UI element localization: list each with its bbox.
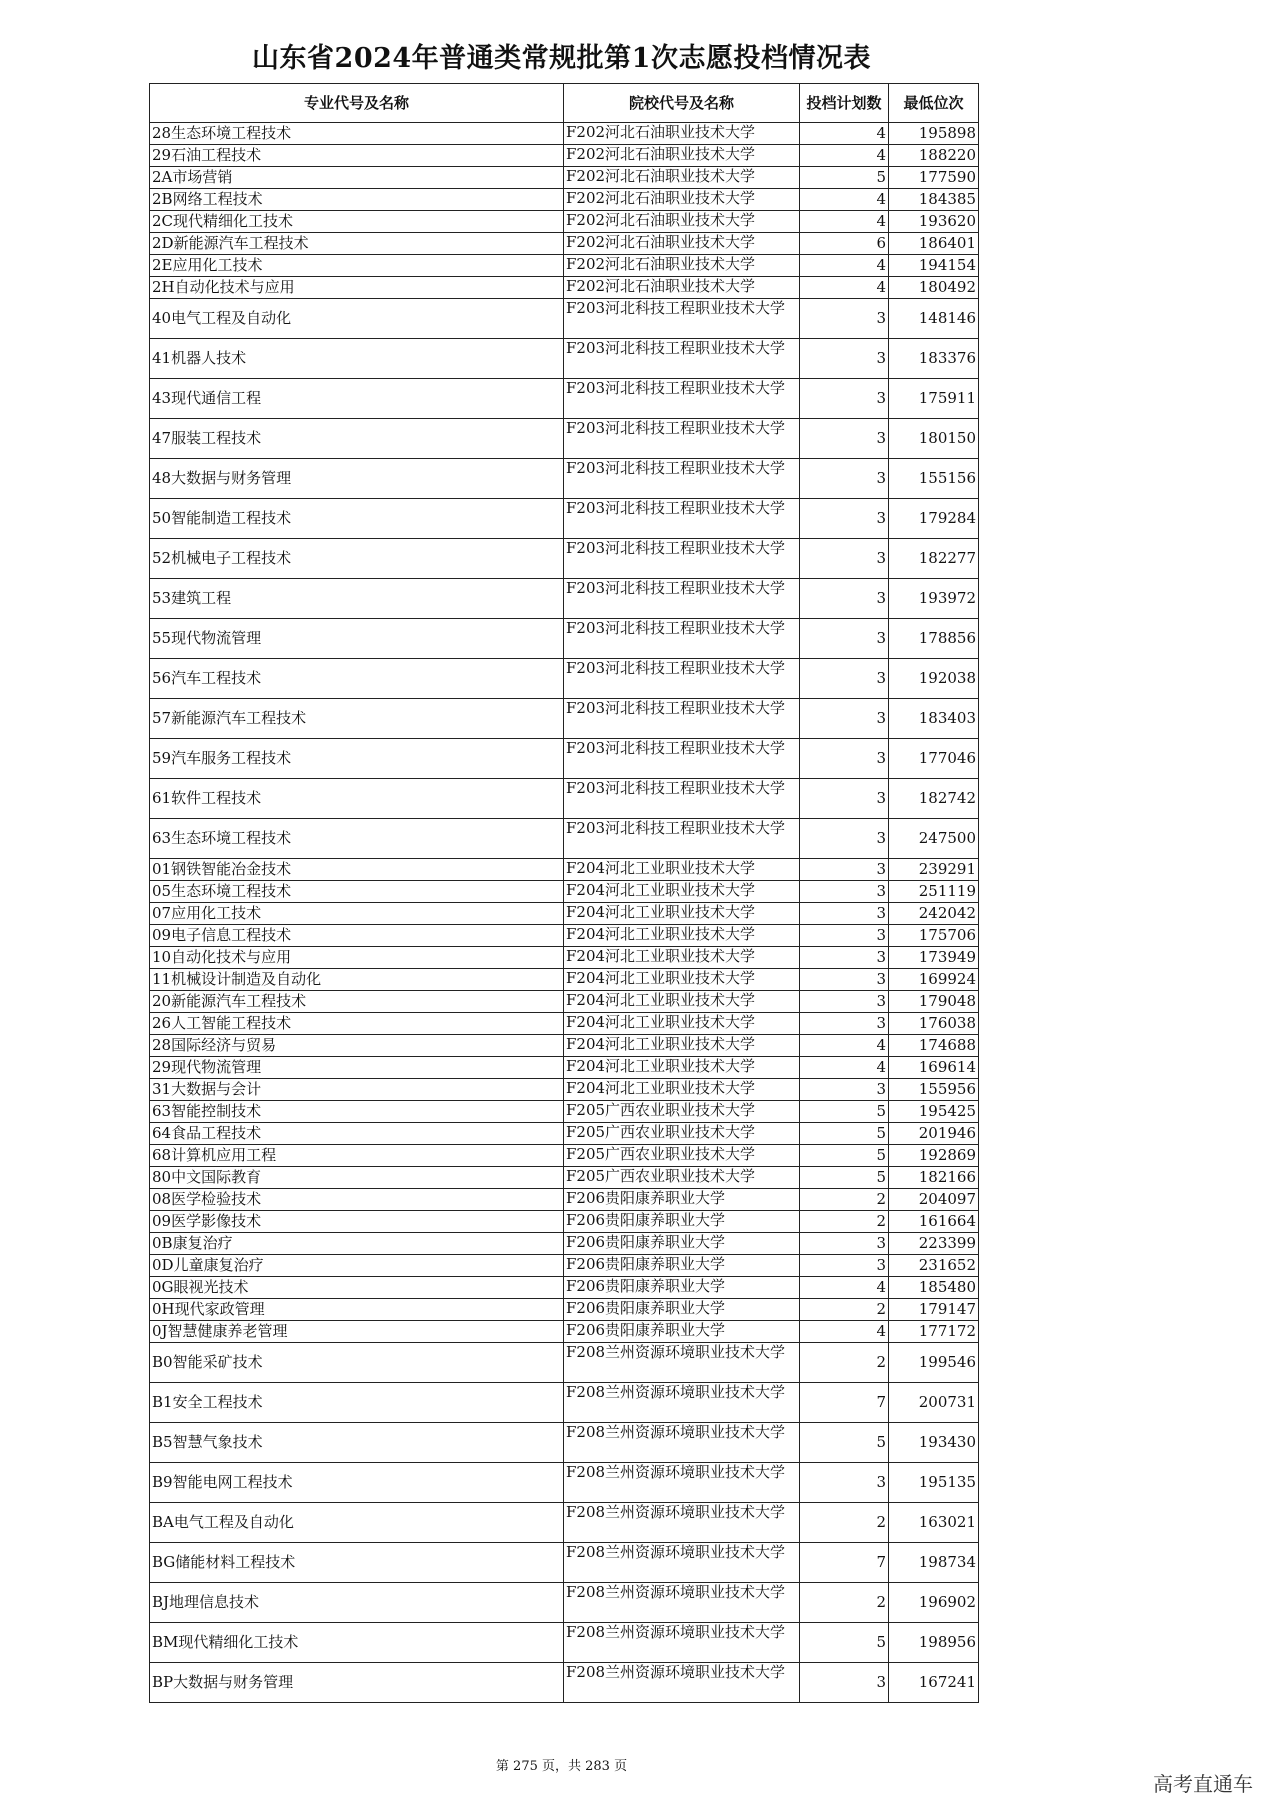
cell-rank: 183403 <box>889 699 979 739</box>
cell-school: F208兰州资源环境职业技术大学 <box>564 1583 800 1623</box>
cell-rank: 182277 <box>889 539 979 579</box>
cell-plan: 5 <box>800 1167 889 1189</box>
cell-plan: 4 <box>800 189 889 211</box>
cell-rank: 177590 <box>889 167 979 189</box>
cell-rank: 223399 <box>889 1233 979 1255</box>
page-number: 第 275 页，共 283 页 <box>495 1759 628 1774</box>
table-row <box>150 299 979 339</box>
cell-rank: 163021 <box>889 1503 979 1543</box>
cell-school: F202河北石油职业技术大学 <box>564 145 800 167</box>
cell-school: F208兰州资源环境职业技术大学 <box>564 1463 800 1503</box>
table-row <box>150 167 979 189</box>
cell-major: B9智能电网工程技术 <box>150 1463 564 1503</box>
cell-major: 28国际经济与贸易 <box>150 1035 564 1057</box>
cell-rank: 183376 <box>889 339 979 379</box>
cell-school: F203河北科技工程职业技术大学 <box>564 499 800 539</box>
cell-major: BM现代精细化工技术 <box>150 1623 564 1663</box>
cell-rank: 177046 <box>889 739 979 779</box>
header-school: 院校代号及名称 <box>564 84 800 123</box>
table-row <box>150 1123 979 1145</box>
cell-rank: 198734 <box>889 1543 979 1583</box>
cell-plan: 3 <box>800 881 889 903</box>
table-row <box>150 539 979 579</box>
cell-rank: 195135 <box>889 1463 979 1503</box>
cell-school: F203河北科技工程职业技术大学 <box>564 739 800 779</box>
cell-plan: 3 <box>800 819 889 859</box>
cell-plan: 3 <box>800 1233 889 1255</box>
cell-plan: 3 <box>800 969 889 991</box>
cell-plan: 5 <box>800 1623 889 1663</box>
cell-rank: 186401 <box>889 233 979 255</box>
cell-plan: 5 <box>800 1123 889 1145</box>
cell-rank: 180492 <box>889 277 979 299</box>
cell-school: F203河北科技工程职业技术大学 <box>564 779 800 819</box>
cell-school: F203河北科技工程职业技术大学 <box>564 579 800 619</box>
cell-rank: 148146 <box>889 299 979 339</box>
cell-major: 01钢铁智能冶金技术 <box>150 859 564 881</box>
cell-major: 53建筑工程 <box>150 579 564 619</box>
cell-rank: 231652 <box>889 1255 979 1277</box>
cell-major: BJ地理信息技术 <box>150 1583 564 1623</box>
cell-school: F202河北石油职业技术大学 <box>564 123 800 145</box>
cell-school: F208兰州资源环境职业技术大学 <box>564 1663 800 1703</box>
cell-plan: 3 <box>800 947 889 969</box>
cell-major: BA电气工程及自动化 <box>150 1503 564 1543</box>
table-row <box>150 1013 979 1035</box>
cell-plan: 7 <box>800 1543 889 1583</box>
cell-major: 20新能源汽车工程技术 <box>150 991 564 1013</box>
cell-major: 57新能源汽车工程技术 <box>150 699 564 739</box>
cell-school: F204河北工业职业技术大学 <box>564 903 800 925</box>
cell-rank: 175706 <box>889 925 979 947</box>
cell-plan: 2 <box>800 1299 889 1321</box>
cell-major: 0G眼视光技术 <box>150 1277 564 1299</box>
cell-plan: 3 <box>800 859 889 881</box>
cell-major: 2H自动化技术与应用 <box>150 277 564 299</box>
table-row <box>150 859 979 881</box>
cell-plan: 3 <box>800 1013 889 1035</box>
cell-major: 0D儿童康复治疗 <box>150 1255 564 1277</box>
table-row <box>150 255 979 277</box>
cell-plan: 4 <box>800 211 889 233</box>
table-row <box>150 499 979 539</box>
cell-major: 43现代通信工程 <box>150 379 564 419</box>
cell-school: F204河北工业职业技术大学 <box>564 1035 800 1057</box>
table-row <box>150 1623 979 1663</box>
table-row <box>150 1423 979 1463</box>
cell-rank: 184385 <box>889 189 979 211</box>
cell-rank: 175911 <box>889 379 979 419</box>
cell-plan: 2 <box>800 1211 889 1233</box>
cell-major: BG储能材料工程技术 <box>150 1543 564 1583</box>
cell-school: F206贵阳康养职业大学 <box>564 1255 800 1277</box>
cell-school: F204河北工业职业技术大学 <box>564 947 800 969</box>
cell-plan: 3 <box>800 1255 889 1277</box>
cell-major: B0智能采矿技术 <box>150 1343 564 1383</box>
table-row <box>150 379 979 419</box>
cell-major: 41机器人技术 <box>150 339 564 379</box>
cell-school: F203河北科技工程职业技术大学 <box>564 659 800 699</box>
cell-plan: 3 <box>800 779 889 819</box>
cell-plan: 4 <box>800 123 889 145</box>
cell-school: F206贵阳康养职业大学 <box>564 1189 800 1211</box>
cell-major: 50智能制造工程技术 <box>150 499 564 539</box>
cell-major: B5智慧气象技术 <box>150 1423 564 1463</box>
cell-major: 63智能控制技术 <box>150 1101 564 1123</box>
cell-school: F203河北科技工程职业技术大学 <box>564 459 800 499</box>
table-row <box>150 1583 979 1623</box>
table-body <box>150 123 979 1703</box>
cell-plan: 3 <box>800 339 889 379</box>
table-row <box>150 1543 979 1583</box>
header-rank: 最低位次 <box>889 84 979 123</box>
cell-plan: 3 <box>800 739 889 779</box>
cell-major: 2E应用化工技术 <box>150 255 564 277</box>
table-row <box>150 339 979 379</box>
cell-school: F204河北工业职业技术大学 <box>564 925 800 947</box>
table-row <box>150 1299 979 1321</box>
cell-plan: 2 <box>800 1343 889 1383</box>
cell-plan: 3 <box>800 619 889 659</box>
cell-major: 2C现代精细化工技术 <box>150 211 564 233</box>
cell-school: F202河北石油职业技术大学 <box>564 211 800 233</box>
cell-plan: 4 <box>800 1057 889 1079</box>
cell-plan: 3 <box>800 299 889 339</box>
table-row <box>150 123 979 145</box>
cell-school: F208兰州资源环境职业技术大学 <box>564 1503 800 1543</box>
cell-plan: 3 <box>800 459 889 499</box>
cell-rank: 161664 <box>889 1211 979 1233</box>
cell-rank: 155956 <box>889 1079 979 1101</box>
cell-plan: 4 <box>800 145 889 167</box>
cell-plan: 5 <box>800 1145 889 1167</box>
header-major: 专业代号及名称 <box>150 84 564 123</box>
cell-major: 11机械设计制造及自动化 <box>150 969 564 991</box>
cell-school: F204河北工业职业技术大学 <box>564 991 800 1013</box>
cell-school: F205广西农业职业技术大学 <box>564 1123 800 1145</box>
table-row <box>150 1255 979 1277</box>
cell-plan: 3 <box>800 699 889 739</box>
cell-major: 28生态环境工程技术 <box>150 123 564 145</box>
table-row <box>150 145 979 167</box>
cell-school: F206贵阳康养职业大学 <box>564 1299 800 1321</box>
cell-rank: 179147 <box>889 1299 979 1321</box>
cell-rank: 177172 <box>889 1321 979 1343</box>
table-row <box>150 189 979 211</box>
cell-school: F205广西农业职业技术大学 <box>564 1145 800 1167</box>
table-row <box>150 1503 979 1543</box>
cell-rank: 179048 <box>889 991 979 1013</box>
page-title: 山东省2024年普通类常规批第1次志愿投档情况表 <box>252 43 871 74</box>
cell-major: 80中文国际教育 <box>150 1167 564 1189</box>
cell-school: F208兰州资源环境职业技术大学 <box>564 1383 800 1423</box>
table-row <box>150 619 979 659</box>
cell-school: F206贵阳康养职业大学 <box>564 1277 800 1299</box>
cell-rank: 201946 <box>889 1123 979 1145</box>
cell-plan: 3 <box>800 539 889 579</box>
cell-major: 47服装工程技术 <box>150 419 564 459</box>
cell-plan: 3 <box>800 579 889 619</box>
table-row <box>150 459 979 499</box>
cell-major: 56汽车工程技术 <box>150 659 564 699</box>
cell-rank: 195425 <box>889 1101 979 1123</box>
cell-major: BP大数据与财务管理 <box>150 1663 564 1703</box>
cell-school: F203河北科技工程职业技术大学 <box>564 379 800 419</box>
cell-major: 29石油工程技术 <box>150 145 564 167</box>
cell-major: 31大数据与会计 <box>150 1079 564 1101</box>
cell-plan: 2 <box>800 1503 889 1543</box>
cell-rank: 196902 <box>889 1583 979 1623</box>
cell-school: F203河北科技工程职业技术大学 <box>564 339 800 379</box>
table-row <box>150 1663 979 1703</box>
cell-plan: 3 <box>800 379 889 419</box>
cell-school: F204河北工业职业技术大学 <box>564 1013 800 1035</box>
cell-major: 0B康复治疗 <box>150 1233 564 1255</box>
table-row <box>150 1343 979 1383</box>
cell-major: 68计算机应用工程 <box>150 1145 564 1167</box>
table-row <box>150 659 979 699</box>
cell-major: 2A市场营销 <box>150 167 564 189</box>
table-header-row <box>150 84 979 123</box>
cell-major: 52机械电子工程技术 <box>150 539 564 579</box>
cell-plan: 2 <box>800 1583 889 1623</box>
table-row <box>150 1101 979 1123</box>
cell-plan: 2 <box>800 1189 889 1211</box>
cell-rank: 155156 <box>889 459 979 499</box>
cell-school: F203河北科技工程职业技术大学 <box>564 699 800 739</box>
table-row <box>150 1079 979 1101</box>
cell-rank: 199546 <box>889 1343 979 1383</box>
cell-major: 0H现代家政管理 <box>150 1299 564 1321</box>
table-row <box>150 1277 979 1299</box>
cell-plan: 3 <box>800 991 889 1013</box>
table-row <box>150 779 979 819</box>
cell-major: 08医学检验技术 <box>150 1189 564 1211</box>
cell-school: F204河北工业职业技术大学 <box>564 1079 800 1101</box>
table-row <box>150 1463 979 1503</box>
watermark: 高考直通车 <box>1153 1772 1253 1796</box>
cell-school: F204河北工业职业技术大学 <box>564 1057 800 1079</box>
cell-school: F204河北工业职业技术大学 <box>564 859 800 881</box>
cell-school: F208兰州资源环境职业技术大学 <box>564 1623 800 1663</box>
cell-rank: 193430 <box>889 1423 979 1463</box>
header-plan: 投档计划数 <box>800 84 889 123</box>
cell-rank: 188220 <box>889 145 979 167</box>
cell-rank: 194154 <box>889 255 979 277</box>
cell-school: F204河北工业职业技术大学 <box>564 969 800 991</box>
table-row <box>150 1233 979 1255</box>
cell-school: F204河北工业职业技术大学 <box>564 881 800 903</box>
cell-rank: 242042 <box>889 903 979 925</box>
cell-school: F203河北科技工程职业技术大学 <box>564 419 800 459</box>
cell-rank: 239291 <box>889 859 979 881</box>
cell-rank: 176038 <box>889 1013 979 1035</box>
cell-major: B1安全工程技术 <box>150 1383 564 1423</box>
cell-plan: 3 <box>800 499 889 539</box>
table-row <box>150 819 979 859</box>
table-row <box>150 925 979 947</box>
table-row <box>150 579 979 619</box>
table-row <box>150 699 979 739</box>
cell-rank: 204097 <box>889 1189 979 1211</box>
cell-rank: 169614 <box>889 1057 979 1079</box>
cell-school: F203河北科技工程职业技术大学 <box>564 539 800 579</box>
cell-rank: 192869 <box>889 1145 979 1167</box>
cell-major: 40电气工程及自动化 <box>150 299 564 339</box>
cell-major: 48大数据与财务管理 <box>150 459 564 499</box>
table-row <box>150 419 979 459</box>
table-row <box>150 1057 979 1079</box>
cell-school: F205广西农业职业技术大学 <box>564 1101 800 1123</box>
cell-school: F208兰州资源环境职业技术大学 <box>564 1343 800 1383</box>
cell-major: 59汽车服务工程技术 <box>150 739 564 779</box>
cell-school: F203河北科技工程职业技术大学 <box>564 819 800 859</box>
cell-plan: 3 <box>800 1079 889 1101</box>
cell-school: F202河北石油职业技术大学 <box>564 233 800 255</box>
cell-plan: 5 <box>800 167 889 189</box>
cell-rank: 173949 <box>889 947 979 969</box>
table-row <box>150 739 979 779</box>
cell-school: F202河北石油职业技术大学 <box>564 255 800 277</box>
cell-major: 26人工智能工程技术 <box>150 1013 564 1035</box>
table-row <box>150 1035 979 1057</box>
cell-plan: 4 <box>800 277 889 299</box>
cell-plan: 7 <box>800 1383 889 1423</box>
cell-school: F202河北石油职业技术大学 <box>564 277 800 299</box>
cell-plan: 3 <box>800 903 889 925</box>
table-row <box>150 211 979 233</box>
cell-rank: 192038 <box>889 659 979 699</box>
cell-school: F208兰州资源环境职业技术大学 <box>564 1543 800 1583</box>
cell-major: 29现代物流管理 <box>150 1057 564 1079</box>
table-row <box>150 881 979 903</box>
cell-rank: 179284 <box>889 499 979 539</box>
table-row <box>150 233 979 255</box>
table-row <box>150 991 979 1013</box>
cell-school: F203河北科技工程职业技术大学 <box>564 619 800 659</box>
cell-school: F202河北石油职业技术大学 <box>564 167 800 189</box>
cell-plan: 4 <box>800 1035 889 1057</box>
cell-plan: 4 <box>800 1277 889 1299</box>
cell-rank: 180150 <box>889 419 979 459</box>
cell-major: 09医学影像技术 <box>150 1211 564 1233</box>
cell-major: 05生态环境工程技术 <box>150 881 564 903</box>
cell-plan: 4 <box>800 1321 889 1343</box>
cell-rank: 193972 <box>889 579 979 619</box>
table-row <box>150 969 979 991</box>
cell-plan: 3 <box>800 1663 889 1703</box>
cell-plan: 3 <box>800 419 889 459</box>
cell-plan: 3 <box>800 925 889 947</box>
cell-plan: 4 <box>800 255 889 277</box>
table-row <box>150 1211 979 1233</box>
cell-school: F203河北科技工程职业技术大学 <box>564 299 800 339</box>
cell-major: 0J智慧健康养老管理 <box>150 1321 564 1343</box>
cell-major: 61软件工程技术 <box>150 779 564 819</box>
cell-rank: 169924 <box>889 969 979 991</box>
cell-school: F206贵阳康养职业大学 <box>564 1321 800 1343</box>
cell-rank: 247500 <box>889 819 979 859</box>
cell-rank: 167241 <box>889 1663 979 1703</box>
cell-rank: 198956 <box>889 1623 979 1663</box>
cell-plan: 5 <box>800 1101 889 1123</box>
cell-major: 2D新能源汽车工程技术 <box>150 233 564 255</box>
cell-school: F202河北石油职业技术大学 <box>564 189 800 211</box>
table-row <box>150 1321 979 1343</box>
cell-major: 63生态环境工程技术 <box>150 819 564 859</box>
table-row <box>150 1189 979 1211</box>
cell-major: 10自动化技术与应用 <box>150 947 564 969</box>
cell-rank: 182742 <box>889 779 979 819</box>
cell-major: 2B网络工程技术 <box>150 189 564 211</box>
cell-school: F208兰州资源环境职业技术大学 <box>564 1423 800 1463</box>
table-row <box>150 903 979 925</box>
cell-rank: 193620 <box>889 211 979 233</box>
cell-plan: 3 <box>800 1463 889 1503</box>
admission-table <box>149 83 979 1703</box>
table-row <box>150 947 979 969</box>
cell-major: 09电子信息工程技术 <box>150 925 564 947</box>
cell-rank: 195898 <box>889 123 979 145</box>
table-row <box>150 1145 979 1167</box>
cell-rank: 251119 <box>889 881 979 903</box>
cell-school: F205广西农业职业技术大学 <box>564 1167 800 1189</box>
cell-rank: 200731 <box>889 1383 979 1423</box>
cell-plan: 5 <box>800 1423 889 1463</box>
cell-rank: 185480 <box>889 1277 979 1299</box>
cell-school: F206贵阳康养职业大学 <box>564 1211 800 1233</box>
cell-major: 07应用化工技术 <box>150 903 564 925</box>
table-row <box>150 277 979 299</box>
table-row <box>150 1383 979 1423</box>
cell-plan: 3 <box>800 659 889 699</box>
cell-school: F206贵阳康养职业大学 <box>564 1233 800 1255</box>
cell-major: 55现代物流管理 <box>150 619 564 659</box>
cell-plan: 6 <box>800 233 889 255</box>
table-row <box>150 1167 979 1189</box>
cell-rank: 178856 <box>889 619 979 659</box>
cell-rank: 174688 <box>889 1035 979 1057</box>
cell-major: 64食品工程技术 <box>150 1123 564 1145</box>
cell-rank: 182166 <box>889 1167 979 1189</box>
